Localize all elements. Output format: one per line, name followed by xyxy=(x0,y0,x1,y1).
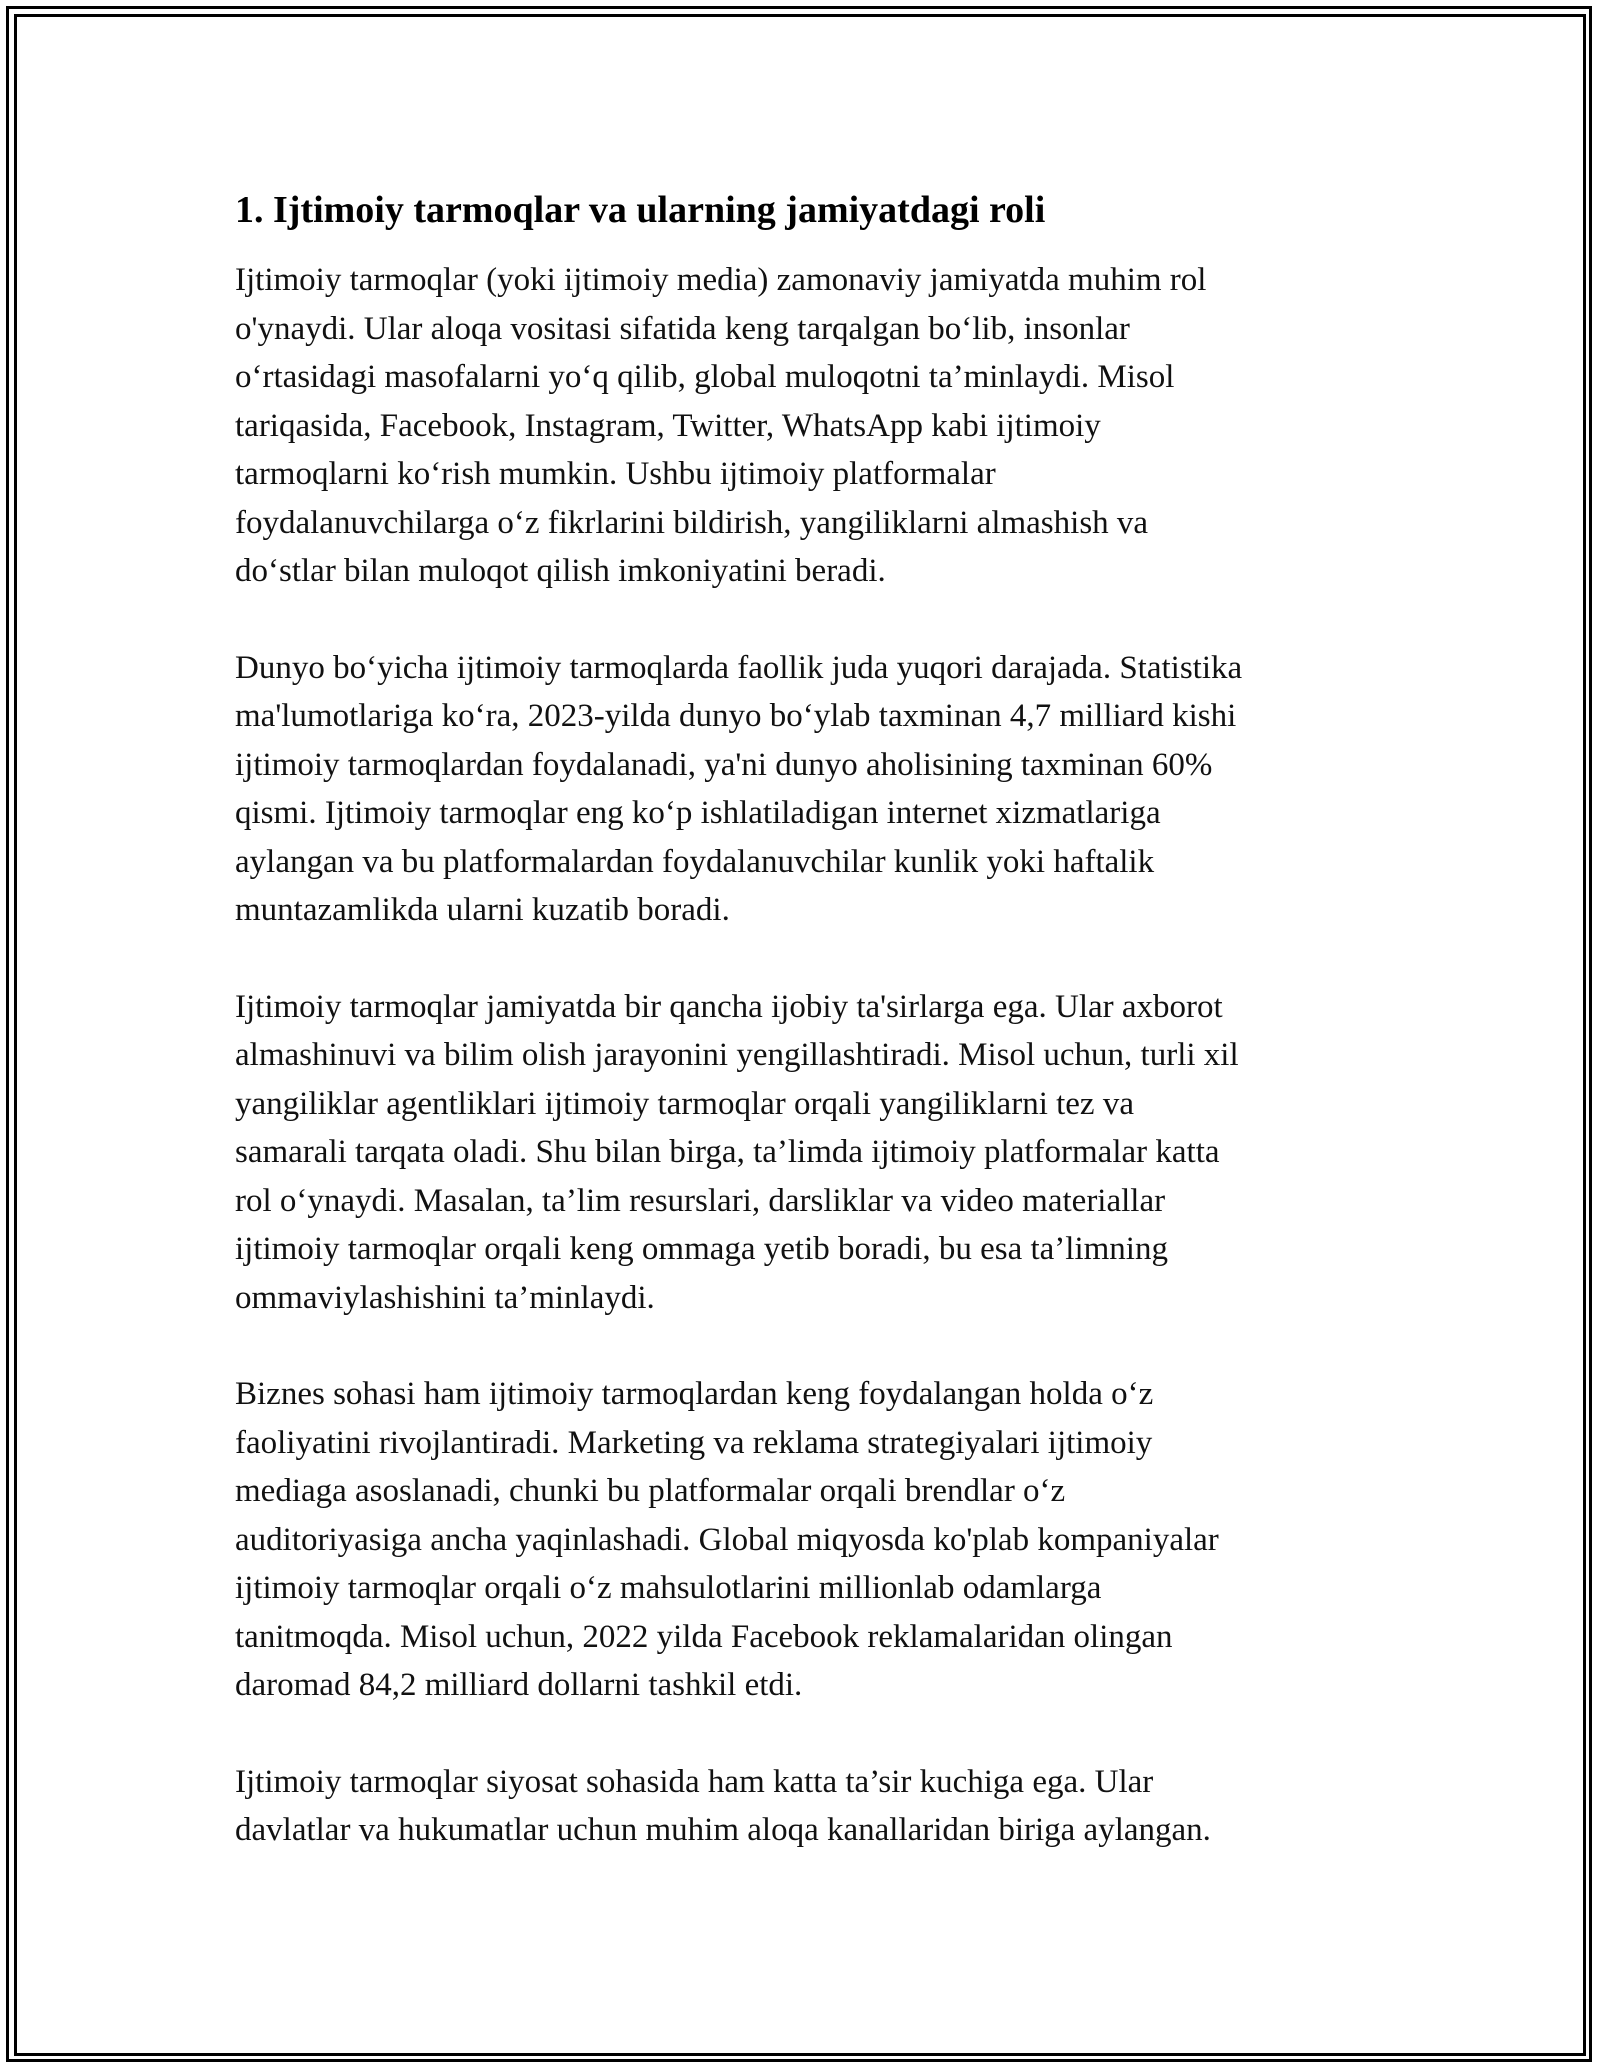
text-line: do‘stlar bilan muloqot qilish imkoniyatini beradi. xyxy=(235,553,886,589)
text-line: tariqasida, Facebook, Instagram, Twitter, WhatsApp kabi ijtimoiy xyxy=(235,407,1101,444)
document-body xyxy=(235,186,1375,1903)
text-line: aylangan va bu platformalardan foydalanuvchilar kunlik yoki haftalik xyxy=(235,843,1155,880)
text-line: ommaviylashishini ta’minlaydi. xyxy=(235,1279,655,1316)
text-line: Ijtimoiy tarmoqlar jamiyatda bir qancha ijobiy ta'sirlarga ega. Ular axborot xyxy=(235,988,1223,1025)
text-line: muntazamlikda ularni kuzatib boradi. xyxy=(235,892,730,928)
text-line: faoliyatini rivojlantiradi. Marketing va reklama strategiyalari ijtimoiy xyxy=(235,1424,1153,1461)
text-line: davlatlar va hukumatlar uchun muhim aloqa kanallaridan biriga aylangan. xyxy=(235,1812,1211,1848)
section-heading: 1. Ijtimoiy tarmoqlar va ularning jamiyatdagi roli xyxy=(235,189,1046,231)
paragraph-3 xyxy=(235,983,1375,1323)
text-line: yangiliklar agentliklari ijtimoiy tarmoqlar orqali yangiliklarni tez va xyxy=(235,1085,1134,1122)
text-line: Ijtimoiy tarmoqlar (yoki ijtimoiy media) zamonaviy jamiyatda muhim rol xyxy=(235,262,1207,298)
text-line: samarali tarqata oladi. Shu bilan birga, ta’limda ijtimoiy platformalar katta xyxy=(235,1134,1220,1170)
text-line: ijtimoiy tarmoqlar orqali keng ommaga yetib boradi, bu esa ta’limning xyxy=(235,1231,1168,1267)
text-line: mediaga asoslanadi, chunki bu platformalar orqali brendlar o‘z xyxy=(235,1473,1066,1509)
paragraph-1 xyxy=(235,256,1375,596)
text-line: o'ynaydi. Ular aloqa vositasi sifatida keng tarqalgan bo‘lib, insonlar xyxy=(235,310,1130,347)
text-line: tanitmoqda. Misol uchun, 2022 yilda Facebook reklamalaridan olingan xyxy=(235,1618,1173,1655)
text-line: almashinuvi va bilim olish jarayonini yengillashtiradi. Misol uchun, turli xil xyxy=(235,1037,1239,1073)
text-line: o‘rtasidagi masofalarni yo‘q qilib, global muloqotni ta’minlaydi. Misol xyxy=(235,359,1175,395)
paragraph-4 xyxy=(235,1370,1375,1710)
text-line: Biznes sohasi ham ijtimoiy tarmoqlardan keng foydalangan holda o‘z xyxy=(235,1376,1154,1412)
text-line: auditoriyasiga ancha yaqinlashadi. Global miqyosda ko'plab kompaniyalar xyxy=(235,1521,1219,1558)
text-line: Ijtimoiy tarmoqlar siyosat sohasida ham katta ta’sir kuchiga ega. Ular xyxy=(235,1763,1154,1800)
paragraph-5 xyxy=(235,1758,1375,1855)
text-line: Dunyo bo‘yicha ijtimoiy tarmoqlarda faollik juda yuqori darajada. Statistika xyxy=(235,649,1243,686)
text-line: qismi. Ijtimoiy tarmoqlar eng ko‘p ishlatiladigan internet xizmatlariga xyxy=(235,795,1161,831)
text-line: ijtimoiy tarmoqlar orqali o‘z mahsulotlarini millionlab odamlarga xyxy=(235,1570,1102,1606)
text-line: foydalanuvchilarga o‘z fikrlarini bildirish, yangiliklarni almashish va xyxy=(235,504,1149,541)
text-line: rol o‘ynaydi. Masalan, ta’lim resurslari, darsliklar va video materiallar xyxy=(235,1182,1166,1219)
paragraph-2 xyxy=(235,644,1375,935)
text-line: tarmoqlarni ko‘rish mumkin. Ushbu ijtimoiy platformalar xyxy=(235,456,996,492)
text-line: ijtimoiy tarmoqlardan foydalanadi, ya'ni dunyo aholisining taxminan 60% xyxy=(235,746,1213,783)
text-line: daromad 84,2 milliard dollarni tashkil etdi. xyxy=(235,1667,803,1703)
text-line: ma'lumotlariga ko‘ra, 2023-yilda dunyo bo‘ylab taxminan 4,7 milliard kishi xyxy=(235,698,1237,734)
